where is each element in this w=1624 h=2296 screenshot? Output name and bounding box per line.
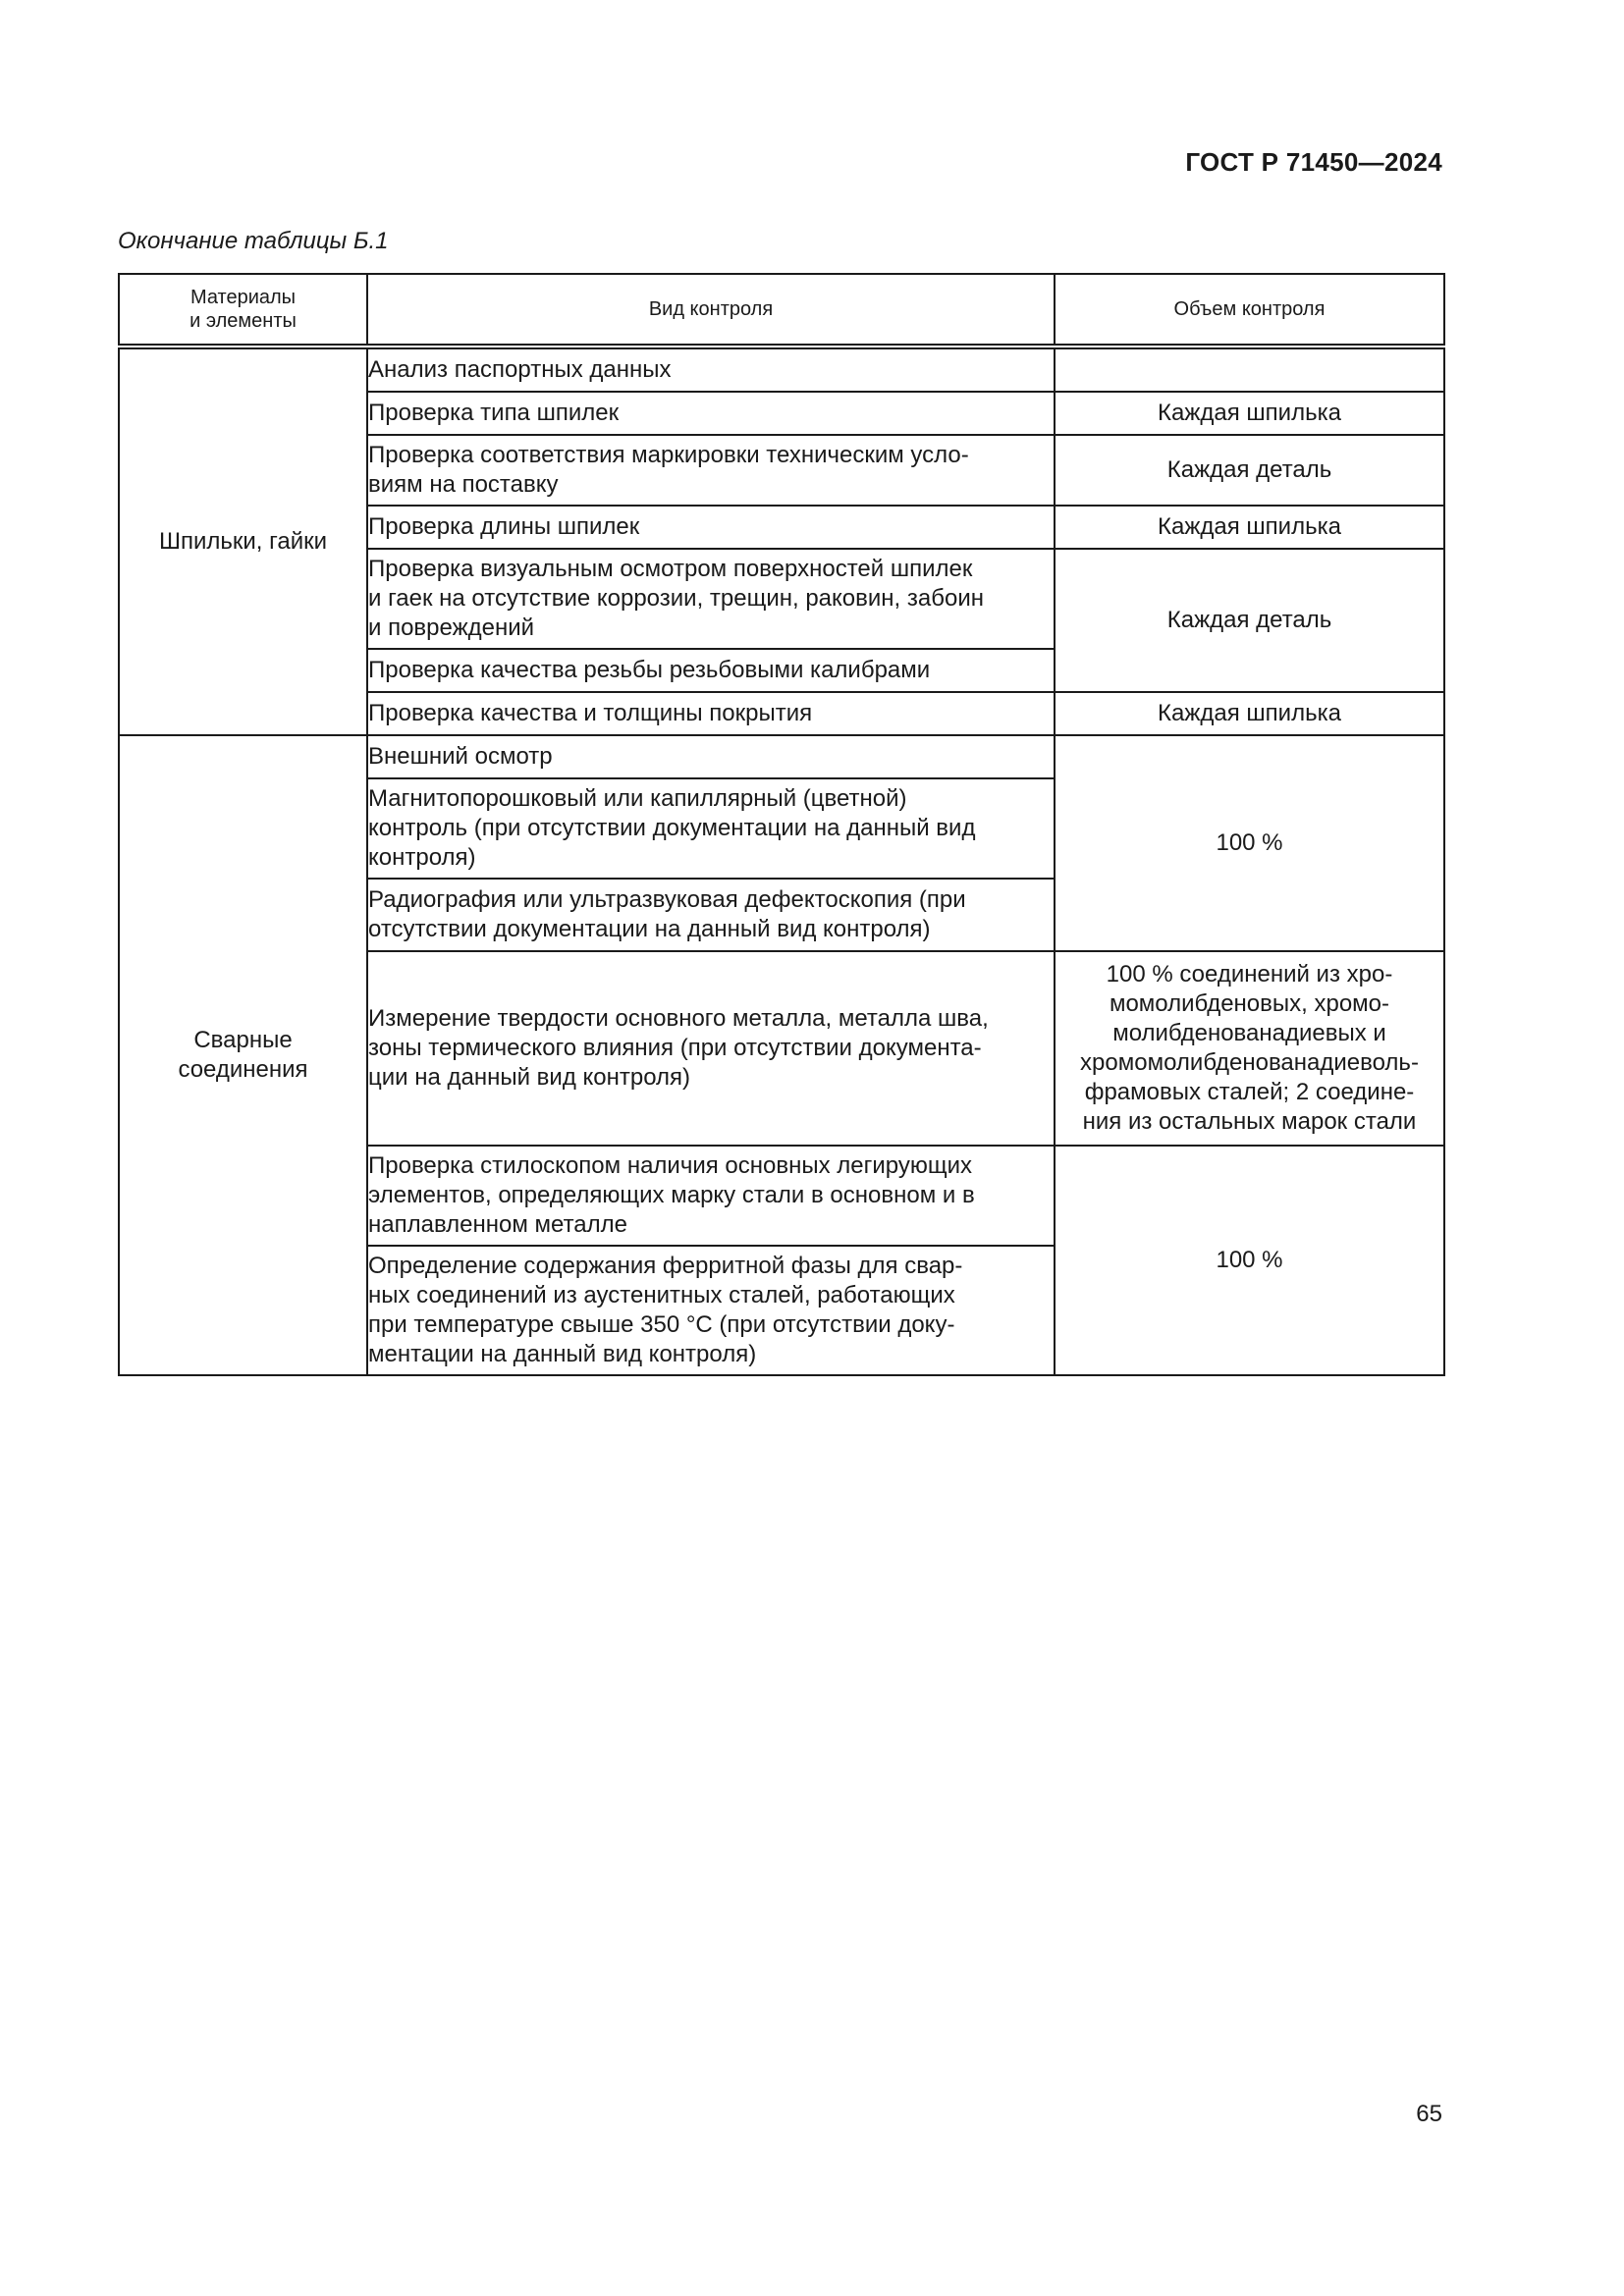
check-cell: Анализ паспортных данных	[367, 347, 1055, 392]
check-cell: Проверка соответствия маркировки техническим усло- виям на поставку	[367, 435, 1055, 506]
check-cell: Магнитопорошковый или капиллярный (цветной) контроль (при отсутствии документации на данный вид контроля)	[367, 778, 1055, 879]
column-header-check: Вид контроля	[367, 274, 1055, 347]
check-cell: Радиография или ультразвуковая дефектоскопия (при отсутствии документации на данный вид контроля)	[367, 879, 1055, 951]
table-row	[119, 735, 1444, 778]
volume-cell: Каждая деталь	[1055, 549, 1444, 692]
group-name-cell: Шпильки, гайки	[119, 347, 367, 735]
volume-cell: 100 %	[1055, 1146, 1444, 1375]
page-number: 65	[1416, 2101, 1442, 2127]
volume-cell: 100 %	[1055, 735, 1444, 951]
check-cell: Определение содержания ферритной фазы для свар- ных соединений из аустенитных сталей, работающих при температуре свыше 350 °С (при отсутствии доку- ментации на данный вид контроля)	[367, 1246, 1055, 1375]
check-cell: Проверка типа шпилек	[367, 392, 1055, 435]
check-cell: Проверка качества резьбы резьбовыми калибрами	[367, 649, 1055, 692]
table-caption: Окончание таблицы Б.1	[118, 228, 389, 254]
volume-cell: Каждая шпилька	[1055, 692, 1444, 735]
table-header-row	[119, 274, 1444, 347]
volume-cell: Каждая шпилька	[1055, 392, 1444, 435]
check-cell: Проверка стилоскопом наличия основных легирующих элементов, определяющих марку стали в основном и в наплавленном металле	[367, 1146, 1055, 1246]
document-code: ГОСТ Р 71450—2024	[1185, 147, 1442, 177]
control-table	[118, 273, 1445, 1376]
check-cell: Внешний осмотр	[367, 735, 1055, 778]
check-cell: Проверка качества и толщины покрытия	[367, 692, 1055, 735]
check-cell: Проверка длины шпилек	[367, 506, 1055, 549]
check-cell: Проверка визуальным осмотром поверхностей шпилек и гаек на отсутствие коррозии, трещин, раковин, забоин и повреждений	[367, 549, 1055, 649]
volume-cell: 100 % соединений из хро- момолибденовых, хромо- молибденованадиевых и хромомолибденованадиеволь- фрамовых сталей; 2 соедине- ния из остальных марок стали	[1055, 951, 1444, 1146]
check-cell: Измерение твердости основного металла, металла шва, зоны термического влияния (при отсутствии документа- ции на данный вид контроля)	[367, 951, 1055, 1146]
table-row	[119, 347, 1444, 392]
volume-cell: Каждая шпилька	[1055, 506, 1444, 549]
column-header-materials: Материалы и элементы	[119, 274, 367, 347]
group-name-cell: Сварные соединения	[119, 735, 367, 1375]
volume-cell	[1055, 347, 1444, 392]
volume-cell: Каждая деталь	[1055, 435, 1444, 506]
column-header-volume: Объем контроля	[1055, 274, 1444, 347]
